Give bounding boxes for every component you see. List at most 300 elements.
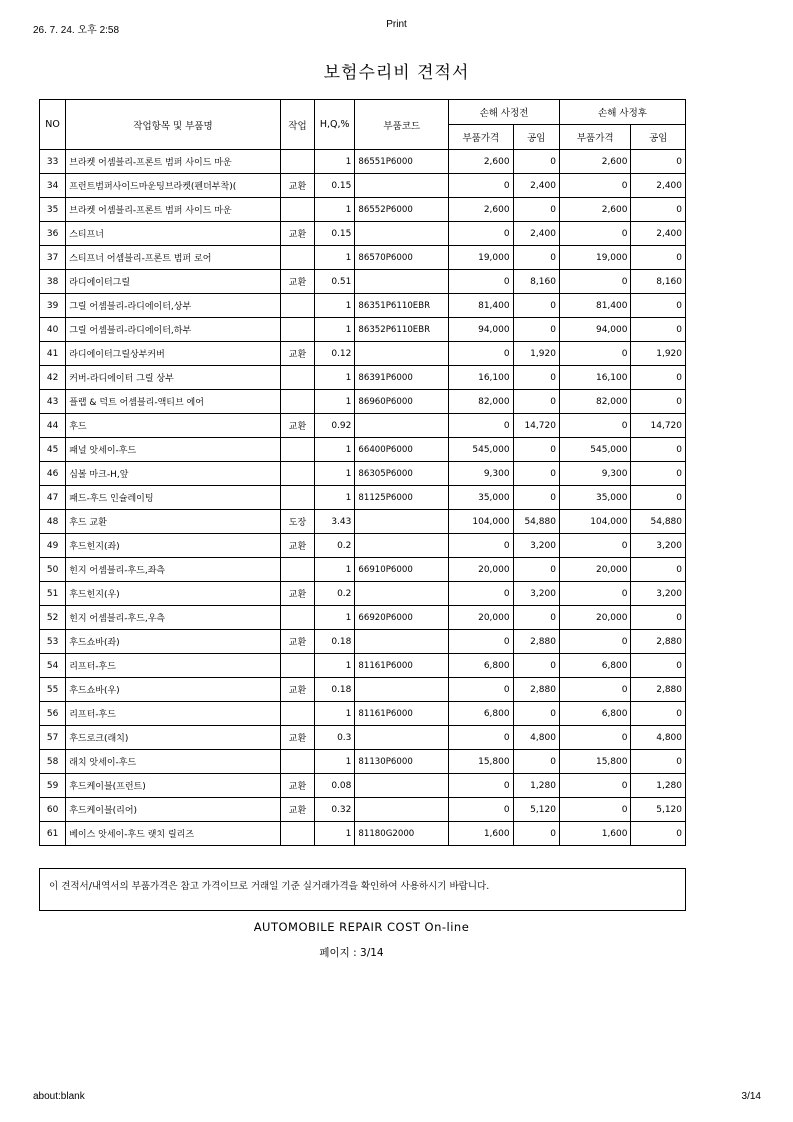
cell-part-after: 0 [559, 174, 631, 198]
table-row [40, 486, 686, 510]
cell-no: 37 [40, 246, 66, 270]
table-row [40, 198, 686, 222]
cell-labor-before: 0 [513, 822, 559, 846]
cell-part-after: 16,100 [559, 366, 631, 390]
cell-part-before: 0 [449, 774, 513, 798]
cell-item: 후드 교환 [66, 510, 281, 534]
header-before-group: 손해 사정전 [449, 100, 560, 125]
cell-work: 교환 [280, 774, 314, 798]
cell-labor-before: 0 [513, 366, 559, 390]
print-title: Print [386, 19, 407, 30]
cell-no: 33 [40, 150, 66, 174]
cell-code: 86351P6110EBR [355, 294, 449, 318]
cell-part-after: 15,800 [559, 750, 631, 774]
cell-no: 59 [40, 774, 66, 798]
cell-labor-after: 0 [631, 438, 686, 462]
cell-hq: 1 [315, 438, 355, 462]
cell-code [355, 342, 449, 366]
cell-item: 패널 앗세이-후드 [66, 438, 281, 462]
cell-labor-after: 2,400 [631, 222, 686, 246]
table-row [40, 798, 686, 822]
cell-item: 후드케이블(리어) [66, 798, 281, 822]
cell-part-before: 16,100 [449, 366, 513, 390]
cell-work [280, 150, 314, 174]
cell-labor-after: 4,800 [631, 726, 686, 750]
cell-labor-before: 14,720 [513, 414, 559, 438]
cell-part-before: 0 [449, 174, 513, 198]
cell-labor-after: 1,280 [631, 774, 686, 798]
cell-labor-after: 0 [631, 198, 686, 222]
cell-work: 교환 [280, 270, 314, 294]
cell-labor-before: 1,280 [513, 774, 559, 798]
cell-labor-after: 5,120 [631, 798, 686, 822]
cell-part-before: 2,600 [449, 150, 513, 174]
cell-part-after: 94,000 [559, 318, 631, 342]
table-row [40, 750, 686, 774]
cell-part-after: 104,000 [559, 510, 631, 534]
table-row [40, 318, 686, 342]
cell-part-after: 0 [559, 774, 631, 798]
cell-code [355, 798, 449, 822]
print-datetime: 26. 7. 24. 오후 2:58 [33, 25, 120, 36]
cell-work: 도장 [280, 510, 314, 534]
cell-labor-before: 1,920 [513, 342, 559, 366]
cell-part-after: 0 [559, 678, 631, 702]
cell-hq: 1 [315, 702, 355, 726]
cell-no: 46 [40, 462, 66, 486]
cell-work [280, 318, 314, 342]
table-body [40, 150, 686, 846]
cell-item: 힌지 어셈블리-후드,좌측 [66, 558, 281, 582]
table-row [40, 246, 686, 270]
cell-part-after: 6,800 [559, 654, 631, 678]
cell-part-after: 2,600 [559, 198, 631, 222]
table-row [40, 414, 686, 438]
cell-work [280, 486, 314, 510]
cell-part-after: 35,000 [559, 486, 631, 510]
cell-labor-after: 3,200 [631, 582, 686, 606]
cell-code: 66400P6000 [355, 438, 449, 462]
cell-item: 스티프너 어셈블리-프론트 범퍼 로어 [66, 246, 281, 270]
cell-labor-after: 0 [631, 702, 686, 726]
cell-hq: 1 [315, 486, 355, 510]
cell-hq: 3.43 [315, 510, 355, 534]
cell-code: 86352P6110EBR [355, 318, 449, 342]
cell-hq: 0.15 [315, 222, 355, 246]
cell-labor-before: 2,880 [513, 678, 559, 702]
header-no: NO [40, 100, 66, 150]
cell-work [280, 294, 314, 318]
cell-labor-after: 2,880 [631, 678, 686, 702]
cell-labor-after: 14,720 [631, 414, 686, 438]
table-row [40, 342, 686, 366]
cell-item: 브라켓 어셈블리-프론트 범퍼 사이드 마운 [66, 150, 281, 174]
cell-labor-after: 54,880 [631, 510, 686, 534]
cell-item: 그릴 어셈블리-라디에이터,하부 [66, 318, 281, 342]
cell-labor-after: 0 [631, 606, 686, 630]
cell-no: 60 [40, 798, 66, 822]
cell-labor-after: 0 [631, 822, 686, 846]
cell-work [280, 246, 314, 270]
cell-part-before: 81,400 [449, 294, 513, 318]
cell-no: 40 [40, 318, 66, 342]
cell-part-before: 545,000 [449, 438, 513, 462]
cell-item: 라디에이터그릴 [66, 270, 281, 294]
cell-labor-before: 0 [513, 606, 559, 630]
cell-no: 39 [40, 294, 66, 318]
cell-code: 86305P6000 [355, 462, 449, 486]
cell-item: 후드로크(래치) [66, 726, 281, 750]
header-row-top [40, 100, 686, 125]
cell-no: 43 [40, 390, 66, 414]
cell-part-before: 20,000 [449, 606, 513, 630]
cell-hq: 1 [315, 318, 355, 342]
header-hq: H,Q,% [315, 100, 355, 150]
cell-part-after: 82,000 [559, 390, 631, 414]
cell-part-after: 2,600 [559, 150, 631, 174]
table-row [40, 438, 686, 462]
cell-hq: 1 [315, 462, 355, 486]
cell-no: 52 [40, 606, 66, 630]
header-labor-before: 공임 [513, 125, 559, 150]
cell-labor-before: 0 [513, 150, 559, 174]
cell-part-after: 19,000 [559, 246, 631, 270]
cell-part-before: 2,600 [449, 198, 513, 222]
cell-item: 심볼 마크-H,앞 [66, 462, 281, 486]
header-item: 작업항목 및 부품명 [66, 100, 281, 150]
cell-labor-after: 0 [631, 366, 686, 390]
table-row [40, 462, 686, 486]
cell-code: 86960P6000 [355, 390, 449, 414]
cell-item: 리프터-후드 [66, 702, 281, 726]
table-row [40, 510, 686, 534]
cell-work: 교환 [280, 414, 314, 438]
cell-no: 49 [40, 534, 66, 558]
cell-labor-before: 3,200 [513, 534, 559, 558]
cell-part-after: 20,000 [559, 606, 631, 630]
cell-hq: 0.18 [315, 678, 355, 702]
cell-work [280, 438, 314, 462]
cell-hq: 0.51 [315, 270, 355, 294]
cell-part-after: 0 [559, 270, 631, 294]
cell-hq: 0.2 [315, 534, 355, 558]
cell-work: 교환 [280, 174, 314, 198]
cell-part-after: 20,000 [559, 558, 631, 582]
cell-part-before: 0 [449, 414, 513, 438]
cell-hq: 0.32 [315, 798, 355, 822]
table-row [40, 606, 686, 630]
cell-code [355, 174, 449, 198]
cell-labor-after: 3,200 [631, 534, 686, 558]
cell-code: 81161P6000 [355, 654, 449, 678]
cell-labor-after: 0 [631, 294, 686, 318]
cell-work: 교환 [280, 342, 314, 366]
header-after-group: 손해 사정후 [559, 100, 685, 125]
cell-part-after: 0 [559, 534, 631, 558]
cell-no: 54 [40, 654, 66, 678]
cell-work: 교환 [280, 726, 314, 750]
table-row [40, 678, 686, 702]
cell-labor-before: 54,880 [513, 510, 559, 534]
table-row [40, 774, 686, 798]
cell-labor-before: 0 [513, 294, 559, 318]
table-row [40, 174, 686, 198]
cell-hq: 1 [315, 750, 355, 774]
table-row [40, 558, 686, 582]
notice-box [39, 868, 686, 911]
cell-part-before: 1,600 [449, 822, 513, 846]
table-row [40, 726, 686, 750]
cell-no: 51 [40, 582, 66, 606]
cell-item: 플랩 & 덕트 어셈블리-액티브 에어 [66, 390, 281, 414]
cell-no: 44 [40, 414, 66, 438]
cell-item: 힌지 어셈블리-후드,우측 [66, 606, 281, 630]
cell-part-before: 20,000 [449, 558, 513, 582]
cell-code: 81180G2000 [355, 822, 449, 846]
cell-part-before: 0 [449, 798, 513, 822]
cell-work: 교환 [280, 678, 314, 702]
cell-no: 58 [40, 750, 66, 774]
cell-hq: 1 [315, 558, 355, 582]
cell-work: 교환 [280, 798, 314, 822]
cell-labor-after: 0 [631, 150, 686, 174]
cell-labor-before: 0 [513, 390, 559, 414]
cell-code [355, 726, 449, 750]
cell-labor-after: 0 [631, 750, 686, 774]
cell-item: 커버-라디에이터 그릴 상부 [66, 366, 281, 390]
cell-work [280, 198, 314, 222]
cell-part-after: 0 [559, 222, 631, 246]
cell-labor-before: 0 [513, 654, 559, 678]
cell-no: 56 [40, 702, 66, 726]
cell-part-before: 15,800 [449, 750, 513, 774]
cell-item: 라디에이터그릴상부커버 [66, 342, 281, 366]
cell-part-after: 0 [559, 342, 631, 366]
table-row [40, 390, 686, 414]
cell-labor-before: 3,200 [513, 582, 559, 606]
cell-work [280, 654, 314, 678]
cell-part-before: 0 [449, 270, 513, 294]
cell-part-before: 6,800 [449, 654, 513, 678]
cell-labor-before: 0 [513, 438, 559, 462]
cell-part-before: 6,800 [449, 702, 513, 726]
cell-part-after: 81,400 [559, 294, 631, 318]
cell-work [280, 462, 314, 486]
cell-labor-after: 0 [631, 390, 686, 414]
cell-part-before: 0 [449, 726, 513, 750]
cell-item: 리프터-후드 [66, 654, 281, 678]
table-row [40, 534, 686, 558]
cell-work [280, 558, 314, 582]
cell-no: 48 [40, 510, 66, 534]
cell-labor-before: 0 [513, 558, 559, 582]
cell-no: 38 [40, 270, 66, 294]
cell-no: 42 [40, 366, 66, 390]
cell-code: 81161P6000 [355, 702, 449, 726]
document-title: 보험수리비 견적서 [323, 63, 470, 83]
cell-labor-after: 1,920 [631, 342, 686, 366]
print-page-number: 3/14 [741, 1091, 761, 1102]
cell-labor-after: 0 [631, 558, 686, 582]
cell-part-before: 0 [449, 630, 513, 654]
cell-no: 61 [40, 822, 66, 846]
cell-code: 66910P6000 [355, 558, 449, 582]
cell-item: 패드-후드 인슐레이팅 [66, 486, 281, 510]
cell-part-before: 104,000 [449, 510, 513, 534]
cell-labor-after: 0 [631, 318, 686, 342]
table-row [40, 270, 686, 294]
cell-work [280, 750, 314, 774]
cell-part-before: 0 [449, 342, 513, 366]
cell-work [280, 702, 314, 726]
cell-part-before: 35,000 [449, 486, 513, 510]
cell-hq: 1 [315, 198, 355, 222]
cell-work [280, 822, 314, 846]
cell-no: 47 [40, 486, 66, 510]
table-row [40, 150, 686, 174]
cell-code [355, 678, 449, 702]
cell-part-after: 0 [559, 630, 631, 654]
cell-item: 스티프너 [66, 222, 281, 246]
cell-labor-after: 0 [631, 462, 686, 486]
cell-code: 86551P6000 [355, 150, 449, 174]
cell-labor-before: 0 [513, 246, 559, 270]
cell-part-before: 0 [449, 582, 513, 606]
estimate-table [39, 99, 686, 846]
table-row [40, 222, 686, 246]
cell-labor-after: 0 [631, 246, 686, 270]
cell-item: 후드 [66, 414, 281, 438]
cell-code [355, 414, 449, 438]
cell-labor-before: 0 [513, 486, 559, 510]
cell-work: 교환 [280, 630, 314, 654]
table-row [40, 582, 686, 606]
cell-hq: 0.08 [315, 774, 355, 798]
cell-part-before: 0 [449, 222, 513, 246]
cell-hq: 1 [315, 654, 355, 678]
cell-part-before: 82,000 [449, 390, 513, 414]
cell-work [280, 366, 314, 390]
cell-part-after: 0 [559, 582, 631, 606]
cell-labor-after: 2,400 [631, 174, 686, 198]
cell-hq: 1 [315, 606, 355, 630]
cell-labor-before: 2,400 [513, 174, 559, 198]
header-work: 작업 [280, 100, 314, 150]
cell-no: 50 [40, 558, 66, 582]
cell-no: 53 [40, 630, 66, 654]
cell-labor-after: 2,880 [631, 630, 686, 654]
cell-labor-before: 8,160 [513, 270, 559, 294]
cell-labor-before: 0 [513, 318, 559, 342]
table-row [40, 654, 686, 678]
cell-part-after: 0 [559, 414, 631, 438]
cell-hq: 1 [315, 366, 355, 390]
cell-part-after: 6,800 [559, 702, 631, 726]
cell-code [355, 582, 449, 606]
cell-hq: 0.18 [315, 630, 355, 654]
cell-item: 후드쇼바(우) [66, 678, 281, 702]
notice-text: 이 견적서/내역서의 부품가격은 참고 가격이므로 거래일 기준 실거래가격을 확인하여 사용하시기 바랍니다. [49, 881, 490, 892]
cell-hq: 1 [315, 390, 355, 414]
cell-code: 86391P6000 [355, 366, 449, 390]
cell-item: 베이스 앗세이-후드 랫치 릴리즈 [66, 822, 281, 846]
cell-code [355, 510, 449, 534]
print-url: about:blank [33, 1091, 85, 1102]
header-labor-after: 공임 [631, 125, 686, 150]
cell-code: 86570P6000 [355, 246, 449, 270]
cell-part-after: 0 [559, 798, 631, 822]
cell-work [280, 390, 314, 414]
cell-item: 브라켓 어셈블리-프론트 범퍼 사이드 마운 [66, 198, 281, 222]
cell-item: 후드쇼바(좌) [66, 630, 281, 654]
cell-work: 교환 [280, 534, 314, 558]
cell-code [355, 534, 449, 558]
header-code: 부품코드 [355, 100, 449, 150]
cell-labor-before: 0 [513, 750, 559, 774]
cell-hq: 0.92 [315, 414, 355, 438]
footer-brand: AUTOMOBILE REPAIR COST On-line [253, 920, 470, 934]
cell-no: 35 [40, 198, 66, 222]
cell-hq: 1 [315, 150, 355, 174]
cell-hq: 1 [315, 294, 355, 318]
cell-labor-before: 5,120 [513, 798, 559, 822]
cell-code: 66920P6000 [355, 606, 449, 630]
cell-item: 후드힌지(우) [66, 582, 281, 606]
cell-hq: 0.3 [315, 726, 355, 750]
cell-item: 래치 앗세이-후드 [66, 750, 281, 774]
header-part-price-after: 부품가격 [559, 125, 631, 150]
table-row [40, 630, 686, 654]
cell-labor-after: 8,160 [631, 270, 686, 294]
cell-item: 프런트범퍼사이드마운팅브라켓(펜더부착)( [66, 174, 281, 198]
cell-code: 81125P6000 [355, 486, 449, 510]
cell-part-after: 1,600 [559, 822, 631, 846]
cell-labor-after: 0 [631, 486, 686, 510]
cell-part-before: 0 [449, 534, 513, 558]
cell-hq: 1 [315, 246, 355, 270]
cell-part-before: 0 [449, 678, 513, 702]
cell-labor-before: 0 [513, 702, 559, 726]
cell-no: 36 [40, 222, 66, 246]
cell-work [280, 606, 314, 630]
table-row [40, 294, 686, 318]
cell-no: 57 [40, 726, 66, 750]
cell-hq: 0.15 [315, 174, 355, 198]
cell-item: 그릴 어셈블리-라디에이터,상부 [66, 294, 281, 318]
table-row [40, 702, 686, 726]
cell-labor-before: 2,880 [513, 630, 559, 654]
cell-part-before: 9,300 [449, 462, 513, 486]
cell-hq: 0.12 [315, 342, 355, 366]
cell-labor-before: 4,800 [513, 726, 559, 750]
cell-labor-after: 0 [631, 654, 686, 678]
footer-page-label: 페이지 : 3/14 [319, 947, 384, 959]
cell-code [355, 630, 449, 654]
table-row [40, 366, 686, 390]
cell-hq: 0.2 [315, 582, 355, 606]
cell-item: 후드힌지(좌) [66, 534, 281, 558]
cell-part-after: 9,300 [559, 462, 631, 486]
cell-code: 86552P6000 [355, 198, 449, 222]
cell-labor-before: 2,400 [513, 222, 559, 246]
cell-code [355, 222, 449, 246]
cell-part-after: 545,000 [559, 438, 631, 462]
cell-no: 45 [40, 438, 66, 462]
cell-code [355, 270, 449, 294]
cell-labor-before: 0 [513, 198, 559, 222]
cell-code [355, 774, 449, 798]
cell-work: 교환 [280, 222, 314, 246]
